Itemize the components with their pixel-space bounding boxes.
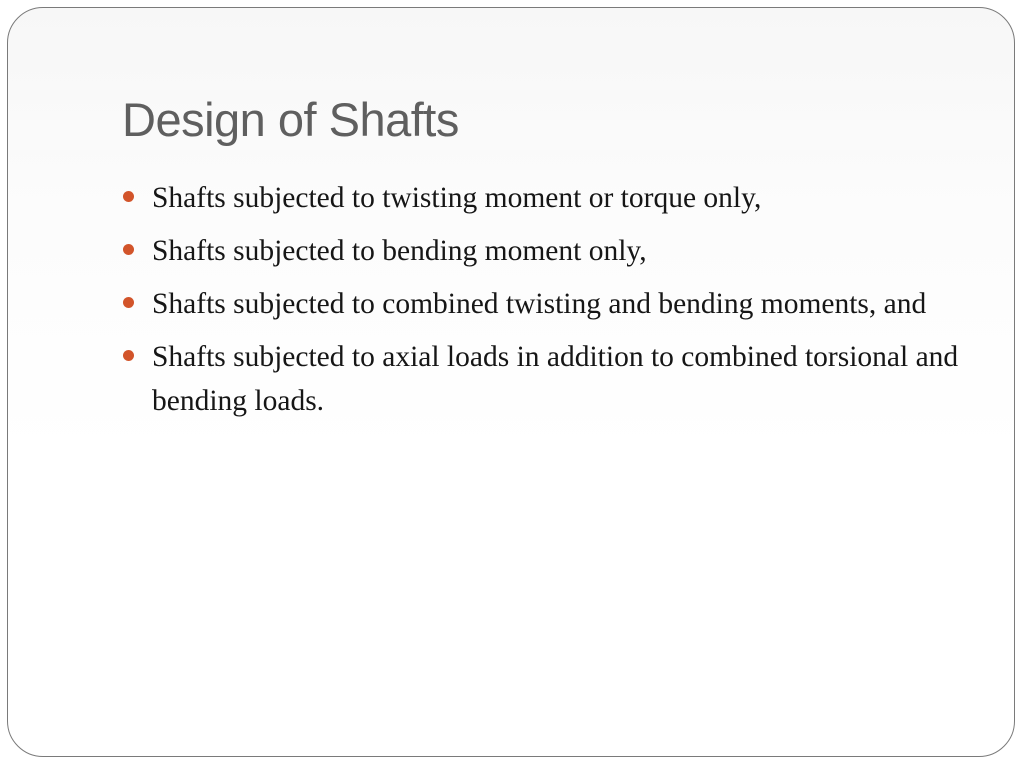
bullet-text: Shafts subjected to axial loads in addition to combined torsional and bending loads.: [152, 341, 959, 417]
bullet-text: Shafts subjected to combined twisting and bending moments, and: [152, 288, 927, 320]
bullet-list: [121, 176, 981, 432]
bullet-text: Shafts subjected to bending moment only,: [152, 235, 647, 267]
bullet-dot-icon: [123, 350, 134, 361]
bullet-item: [121, 335, 981, 423]
bullet-item: [121, 176, 981, 220]
bullet-item: [121, 282, 981, 326]
bullet-dot-icon: [123, 191, 134, 202]
bullet-text: Shafts subjected to twisting moment or torque only,: [152, 182, 762, 214]
bullet-dot-icon: [123, 244, 134, 255]
slide: [7, 7, 1015, 757]
bullet-dot-icon: [123, 297, 134, 308]
slide-title: Design of Shafts: [122, 93, 459, 146]
bullet-item: [121, 229, 981, 273]
